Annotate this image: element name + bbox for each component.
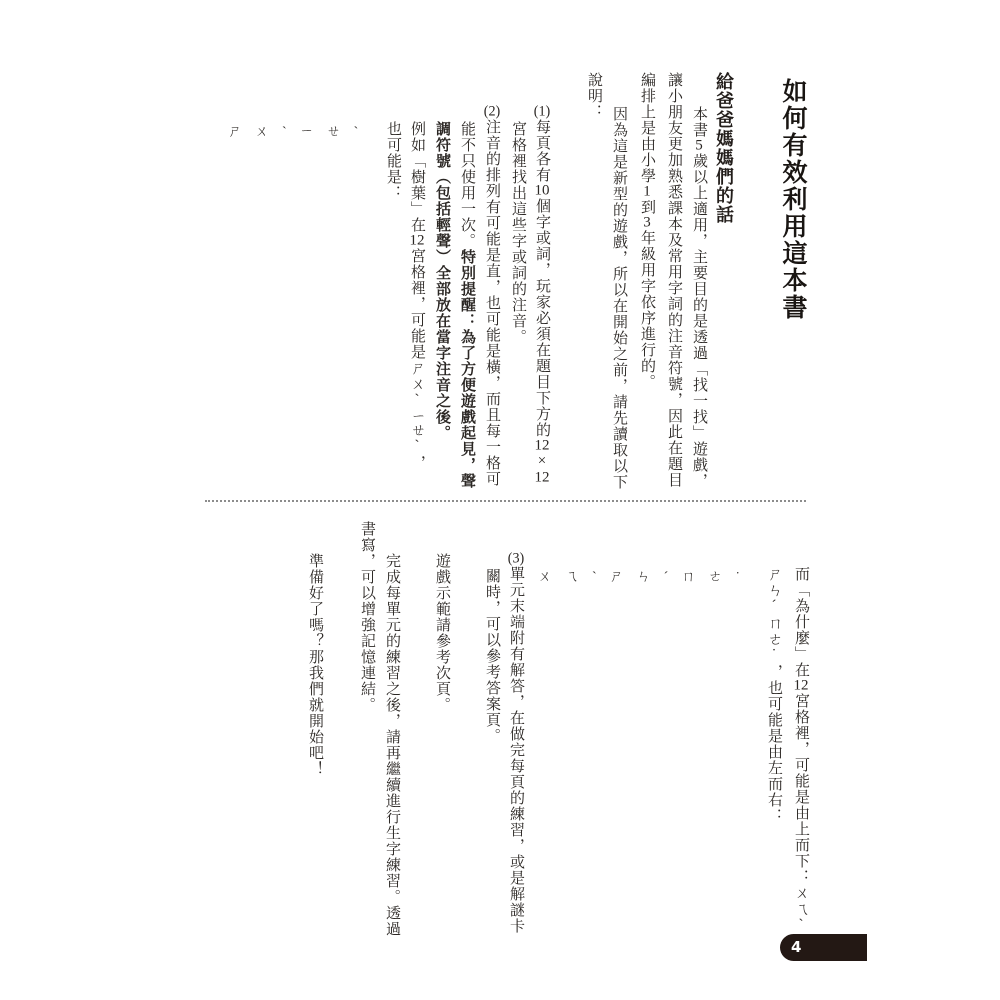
paragraph-1-line-2: 讓小朋友更加熟悉課本及常用字詞的注音符號，因此在題目 [666,72,682,488]
inline-number: 12 [793,678,809,693]
list-item-1-line-1 [530,104,554,485]
page-number: 4 [791,938,802,956]
page-number-tab [780,934,867,961]
list-item-2-line-2 [455,121,479,489]
text-run: 個字或詞，玩家必須在題目下方的 [534,198,550,438]
list-item-3-line-1 [504,551,528,934]
inline-number: 10 [534,183,550,198]
text-run: 注音的排列有可能是直，也可能是橫，而且每一格可 [484,119,500,487]
paragraph-1-line-3 [635,72,659,390]
text-run: 能不只使用一次。 [459,121,475,249]
bold-reminder-text: 特別提醒：為了方便遊戲起見，聲 [459,249,475,489]
list-item-2-line-3 [430,121,454,441]
ready-line: 準備好了嗎？那我們就開始吧！ [307,553,323,777]
text-run: 而「為什麼」在 [793,566,809,678]
inline-number: 12 [409,233,425,248]
text-run: 歲以上適用，主要目的是透過「找一找」遊戲， [691,153,707,489]
paragraph-2-line-1: 因為這是新型的遊戲，所以在開始之前，請先讀取以下 [611,106,627,490]
text-run: 宮格裡，可能是ㄕㄨˋㄧㄝˋ， [409,248,425,471]
paragraph-1-line-1 [687,106,711,489]
demo-note-line: 遊戲示範請參考次頁。 [434,553,450,713]
times-sign: × [534,453,550,470]
inline-number: 1 [643,184,651,199]
list-item-2-line-5: 也可能是： [385,121,401,201]
inline-number: 12 [534,438,550,453]
zhuyin-horizontal-example-shuye: ㄕㄨˋㄧㄝˋ [228,125,372,140]
text-run: 本書 [691,106,707,138]
inline-number: 12 [534,470,550,485]
dotted-divider [205,500,806,502]
inline-number: 5 [695,138,703,153]
text-run: 每頁各有 [534,119,550,183]
list-item-2-line-4 [405,121,429,471]
example-line-2: ㄕㄣˊㄇㄜ˙，也可能是由左而右： [766,566,782,824]
list-item-3-line-2: 關時，可以參考答案頁。 [484,568,500,744]
practice-note-line-1: 完成每單元的練習之後，請再繼續進行生字練習。透過 [384,553,400,937]
zhuyin-horizontal-example-weishenme: ㄨㄟˋㄕㄣˊㄇㄜ˙ [538,570,753,585]
text-run: 例如「樹葉」在 [409,121,425,233]
text-run: 編排上是由小學 [639,72,655,184]
list-marker-2: (2) [483,104,501,119]
paragraph-2-line-2: 說明： [586,72,602,120]
practice-note-line-2: 書寫，可以增強記憶連結。 [359,521,375,713]
list-item-1-line-2: 宮格裡找出這些字或詞的注音。 [510,121,526,345]
inline-number: 3 [643,215,651,230]
text-run: 單元末端附有解答，在做完每頁的練習，或是解謎卡 [508,566,524,934]
section-heading-parents: 給爸爸媽媽們的話 [714,72,734,224]
text-run: 年級用字依序進行的。 [639,230,655,390]
list-item-2-line-1 [480,104,504,487]
bold-reminder-text: 調符號（包括輕聲）全部放在當字注音之後。 [434,121,450,441]
text-run: 宮格裡，可能是由上而下：ㄨㄟˋ [793,693,809,934]
text-run: 到 [639,199,655,215]
list-marker-3: (3) [507,551,525,566]
page-title: 如何有效利用這本書 [779,78,806,321]
list-marker-1: (1) [533,104,551,119]
example-line-1 [789,566,813,934]
